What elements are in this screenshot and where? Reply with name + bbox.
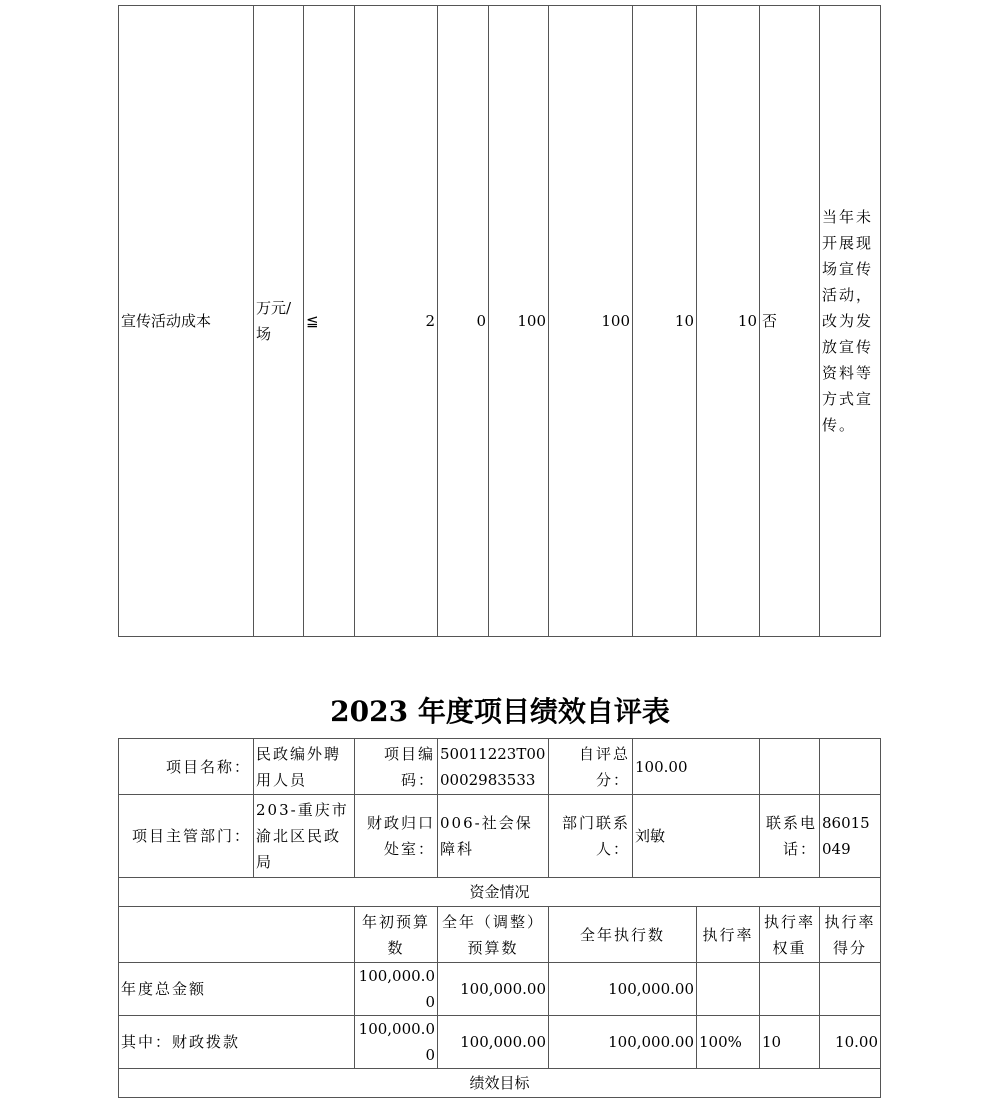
funds-initial: 100,000.00 bbox=[355, 963, 438, 1016]
project-name-label: 项目名称： bbox=[119, 739, 254, 795]
funds-rate: 100% bbox=[697, 1016, 760, 1069]
funds-initial: 100,000.00 bbox=[355, 1016, 438, 1069]
indicator-unit: 万元/场 bbox=[254, 6, 304, 637]
indicator-completion-rate: 100 bbox=[489, 6, 549, 637]
self-score-value: 100.00 bbox=[633, 739, 760, 795]
info-row-1 bbox=[119, 739, 881, 795]
empty-cell bbox=[760, 739, 820, 795]
page-title: 2023 年度项目绩效自评表 bbox=[330, 695, 670, 728]
indicator-score: 10 bbox=[697, 6, 760, 637]
funds-section-label: 资金情况 bbox=[119, 878, 881, 907]
funds-adjusted: 100,000.00 bbox=[438, 1016, 549, 1069]
indicator-table bbox=[118, 5, 881, 637]
funds-adjusted: 100,000.00 bbox=[438, 963, 549, 1016]
funds-weight bbox=[760, 963, 820, 1016]
dept-value: 203-重庆市渝北区民政局 bbox=[254, 795, 355, 878]
project-code-label: 项目编码： bbox=[355, 739, 438, 795]
indicator-target: 2 bbox=[355, 6, 438, 637]
funds-weight: 10 bbox=[760, 1016, 820, 1069]
funds-row-total bbox=[119, 963, 881, 1016]
funds-section-row bbox=[119, 878, 881, 907]
goals-section-row bbox=[119, 1069, 881, 1098]
initial-budget-header: 年初预算数 bbox=[355, 907, 438, 963]
phone-value: 86015049 bbox=[820, 795, 881, 878]
project-code-value: 50011223T000002983533 bbox=[438, 739, 549, 795]
info-row-2 bbox=[119, 795, 881, 878]
funds-rate bbox=[697, 963, 760, 1016]
funds-header-blank bbox=[119, 907, 355, 963]
indicator-biased: 否 bbox=[760, 6, 820, 637]
indicator-name: 宣传活动成本 bbox=[119, 6, 254, 637]
funds-executed: 100,000.00 bbox=[549, 963, 697, 1016]
funds-score: 10.00 bbox=[820, 1016, 881, 1069]
indicator-row bbox=[119, 6, 881, 637]
funds-row-fiscal bbox=[119, 1016, 881, 1069]
evaluation-table bbox=[118, 738, 881, 1098]
funds-executed: 100,000.00 bbox=[549, 1016, 697, 1069]
empty-cell bbox=[820, 739, 881, 795]
indicator-weight: 10 bbox=[633, 6, 697, 637]
funds-score bbox=[820, 963, 881, 1016]
exec-score-header: 执行率得分 bbox=[820, 907, 881, 963]
contact-value: 刘敏 bbox=[633, 795, 760, 878]
funds-row-label: 年度总金额 bbox=[119, 963, 355, 1016]
indicator-reason: 当年未开展现场宣传活动，改为发放宣传资料等方式宣传。 bbox=[820, 6, 881, 637]
exec-rate-header: 执行率 bbox=[697, 907, 760, 963]
indicator-operator: ≦ bbox=[304, 6, 355, 637]
finance-office-value: 006-社会保障科 bbox=[438, 795, 549, 878]
adjusted-budget-header: 全年（调整）预算数 bbox=[438, 907, 549, 963]
phone-label: 联系电话： bbox=[760, 795, 820, 878]
indicator-completion-rate-2: 100 bbox=[549, 6, 633, 637]
self-score-label: 自评总分： bbox=[549, 739, 633, 795]
funds-header-row bbox=[119, 907, 881, 963]
contact-label: 部门联系人： bbox=[549, 795, 633, 878]
project-name-value: 民政编外聘用人员 bbox=[254, 739, 355, 795]
dept-label: 项目主管部门： bbox=[119, 795, 254, 878]
finance-office-label: 财政归口处室： bbox=[355, 795, 438, 878]
executed-header: 全年执行数 bbox=[549, 907, 697, 963]
funds-row-label: 其中：财政拨款 bbox=[119, 1016, 355, 1069]
exec-weight-header: 执行率权重 bbox=[760, 907, 820, 963]
indicator-actual: 0 bbox=[438, 6, 489, 637]
goals-section-label: 绩效目标 bbox=[119, 1069, 881, 1098]
